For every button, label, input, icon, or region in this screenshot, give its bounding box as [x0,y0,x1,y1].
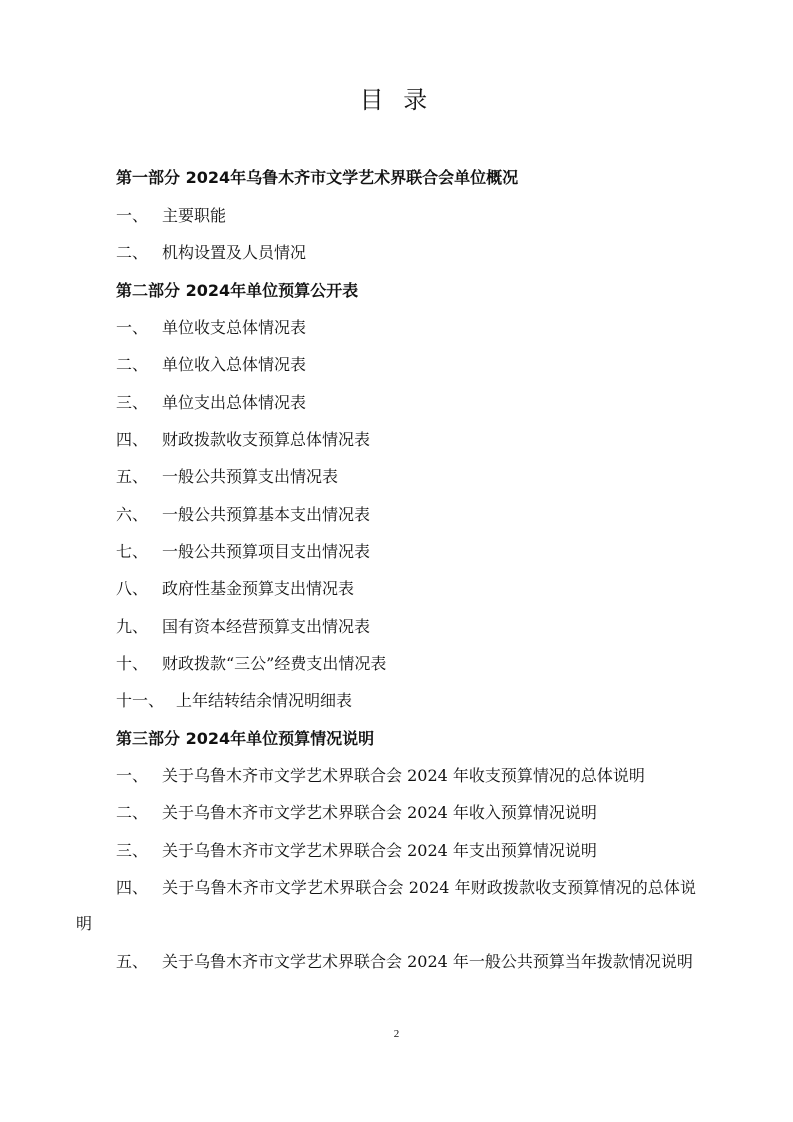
toc-item-number: 四、 [116,878,149,897]
toc-item-label: 一般公共预算基本支出情况表 [162,505,371,524]
toc-item-label: 单位支出总体情况表 [162,393,307,412]
toc-item[interactable] [76,870,696,942]
toc-item-label: 单位收支总体情况表 [162,318,307,337]
section-heading-part-3[interactable]: 第三部分 2024年单位预算情况说明 [116,729,375,748]
toc-item[interactable] [76,944,696,980]
toc-item-label: 主要职能 [162,206,227,225]
toc-item-label: 关于乌鲁木齐市文学艺术界联合会 2024 年支出预算情况说明 [162,841,597,860]
toc-item-number: 六、 [116,505,149,524]
toc-item[interactable] [116,318,306,338]
toc-item-number: 二、 [116,243,149,262]
toc-item-label: 关于乌鲁木齐市文学艺术界联合会 2024 年一般公共预算当年拨款情况说明 [162,952,693,971]
toc-item-number: 二、 [116,355,149,374]
toc-item[interactable] [116,691,352,711]
toc-item-label: 政府性基金预算支出情况表 [162,579,355,598]
toc-item-label: 财政拨款“三公”经费支出情况表 [162,654,387,673]
page-number: 2 [393,1028,400,1040]
toc-item[interactable] [116,393,306,413]
toc-item[interactable] [116,766,645,786]
toc-item-number: 三、 [116,393,149,412]
toc-item[interactable] [116,654,386,674]
toc-item-label: 关于乌鲁木齐市文学艺术界联合会 2024 年收入预算情况说明 [162,803,597,822]
toc-item[interactable] [116,542,370,562]
toc-item-label: 一般公共预算支出情况表 [162,467,339,486]
toc-item-number: 九、 [116,617,149,636]
toc-item-number: 十、 [116,654,149,673]
toc-item-number: 五、 [116,467,149,486]
toc-item[interactable] [116,505,370,525]
toc-item-number: 一、 [116,206,149,225]
toc-item[interactable] [116,841,597,861]
toc-item[interactable] [116,243,306,263]
toc-item[interactable] [116,467,338,487]
toc-item-number: 一、 [116,766,149,785]
page-title: 目 录 [359,86,434,114]
toc-item-label: 关于乌鲁木齐市文学艺术界联合会 2024 年收支预算情况的总体说明 [162,766,645,785]
toc-item-number: 五、 [116,952,149,971]
toc-item-label: 财政拨款收支预算总体情况表 [162,430,371,449]
section-heading-part-1[interactable]: 第一部分 2024年乌鲁木齐市文学艺术界联合会单位概况 [116,168,519,187]
toc-item-label: 单位收入总体情况表 [162,355,307,374]
toc-item-number: 三、 [116,841,149,860]
toc-item[interactable] [116,803,597,823]
toc-item[interactable] [116,206,226,226]
toc-item[interactable] [116,579,354,599]
toc-item-number: 一、 [116,318,149,337]
toc-item-number: 八、 [116,579,149,598]
toc-item-number: 十一、 [116,691,165,710]
toc-item-label: 关于乌鲁木齐市文学艺术界联合会 2024 年财政拨款收支预算情况的总体说明 [76,878,696,933]
toc-item-number: 七、 [116,542,149,561]
toc-item-label: 上年结转结余情况明细表 [176,691,353,710]
toc-item-number: 四、 [116,430,149,449]
toc-item-label: 一般公共预算项目支出情况表 [162,542,371,561]
toc-item-label: 国有资本经营预算支出情况表 [162,617,371,636]
toc-item-label: 机构设置及人员情况 [162,243,307,262]
toc-item-number: 二、 [116,803,149,822]
toc-item[interactable] [116,617,370,637]
toc-item[interactable] [116,355,306,375]
toc-item[interactable] [116,430,370,450]
section-heading-part-2[interactable]: 第二部分 2024年单位预算公开表 [116,281,359,300]
